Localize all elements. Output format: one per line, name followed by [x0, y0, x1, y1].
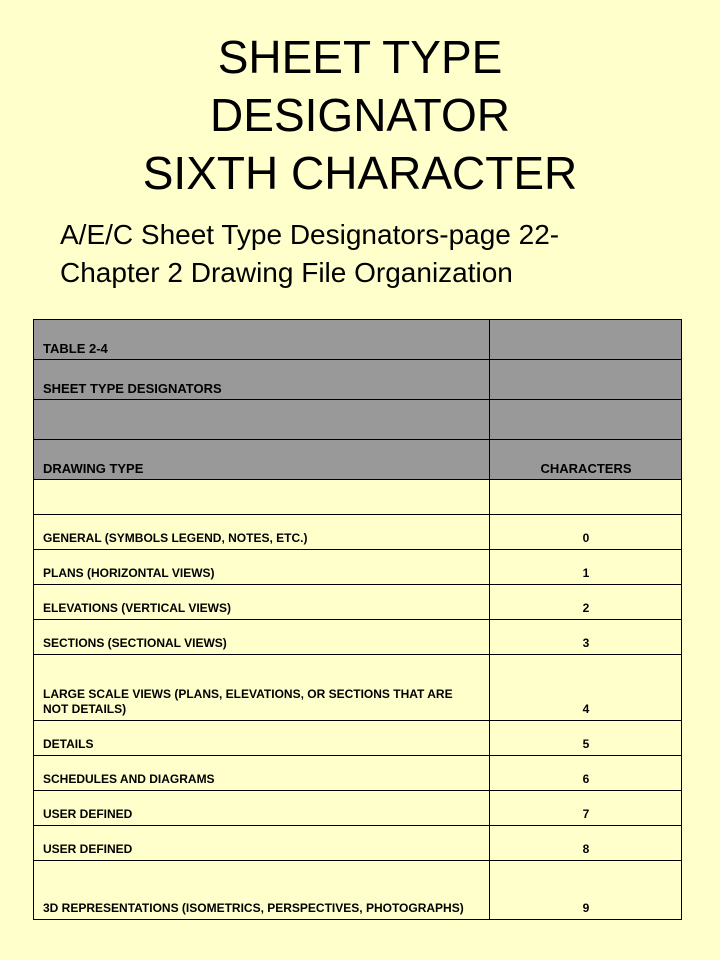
drawing-type-cell: SECTIONS (SECTIONAL VIEWS)	[34, 620, 490, 655]
empty-cell	[490, 320, 682, 360]
empty-cell	[34, 480, 490, 515]
table-row	[34, 550, 682, 585]
column-header-drawing-type: DRAWING TYPE	[34, 440, 490, 480]
table-row	[34, 791, 682, 826]
character-cell: 3	[490, 620, 682, 655]
empty-cell	[490, 400, 682, 440]
table-row	[34, 515, 682, 550]
character-cell: 4	[490, 655, 682, 721]
blank-row	[34, 480, 682, 515]
character-cell: 9	[490, 861, 682, 920]
table-row	[34, 585, 682, 620]
column-header-characters: CHARACTERS	[490, 440, 682, 480]
character-cell: 1	[490, 550, 682, 585]
table-caption: TABLE 2-4	[34, 320, 490, 360]
title-line: SHEET TYPE	[217, 31, 503, 83]
empty-cell	[490, 480, 682, 515]
subtitle-line: Chapter 2 Drawing File Organization	[60, 257, 513, 288]
drawing-type-cell: ELEVATIONS (VERTICAL VIEWS)	[34, 585, 490, 620]
drawing-type-cell: PLANS (HORIZONTAL VIEWS)	[34, 550, 490, 585]
title-line: SIXTH CHARACTER	[142, 147, 578, 199]
column-header-row	[34, 440, 682, 480]
character-cell: 7	[490, 791, 682, 826]
table-row	[34, 655, 682, 721]
table-heading: SHEET TYPE DESIGNATORS	[34, 360, 490, 400]
table-row	[34, 721, 682, 756]
drawing-type-cell: LARGE SCALE VIEWS (PLANS, ELEVATIONS, OR SECTIONS THAT ARE NOT DETAILS)	[34, 655, 490, 721]
subtitle-line: A/E/C Sheet Type Designators-page 22-	[60, 219, 560, 250]
sheet-type-table	[33, 319, 682, 920]
subtitle	[60, 216, 700, 292]
table-heading-row	[34, 360, 682, 400]
drawing-type-cell: DETAILS	[34, 721, 490, 756]
drawing-type-cell: GENERAL (SYMBOLS LEGEND, NOTES, ETC.)	[34, 515, 490, 550]
page-title	[0, 28, 720, 202]
character-cell: 6	[490, 756, 682, 791]
character-cell: 2	[490, 585, 682, 620]
title-line: DESIGNATOR	[210, 89, 510, 141]
drawing-type-cell: USER DEFINED	[34, 791, 490, 826]
drawing-type-cell: SCHEDULES AND DIAGRAMS	[34, 756, 490, 791]
table-row	[34, 756, 682, 791]
character-cell: 0	[490, 515, 682, 550]
empty-cell	[490, 360, 682, 400]
drawing-type-cell: USER DEFINED	[34, 826, 490, 861]
character-cell: 8	[490, 826, 682, 861]
empty-cell	[34, 400, 490, 440]
character-cell: 5	[490, 721, 682, 756]
drawing-type-cell: 3D REPRESENTATIONS (ISOMETRICS, PERSPECTIVES, PHOTOGRAPHS)	[34, 861, 490, 920]
table-caption-row	[34, 320, 682, 360]
table-row	[34, 861, 682, 920]
blank-gray-row	[34, 400, 682, 440]
table-row	[34, 620, 682, 655]
table-row	[34, 826, 682, 861]
